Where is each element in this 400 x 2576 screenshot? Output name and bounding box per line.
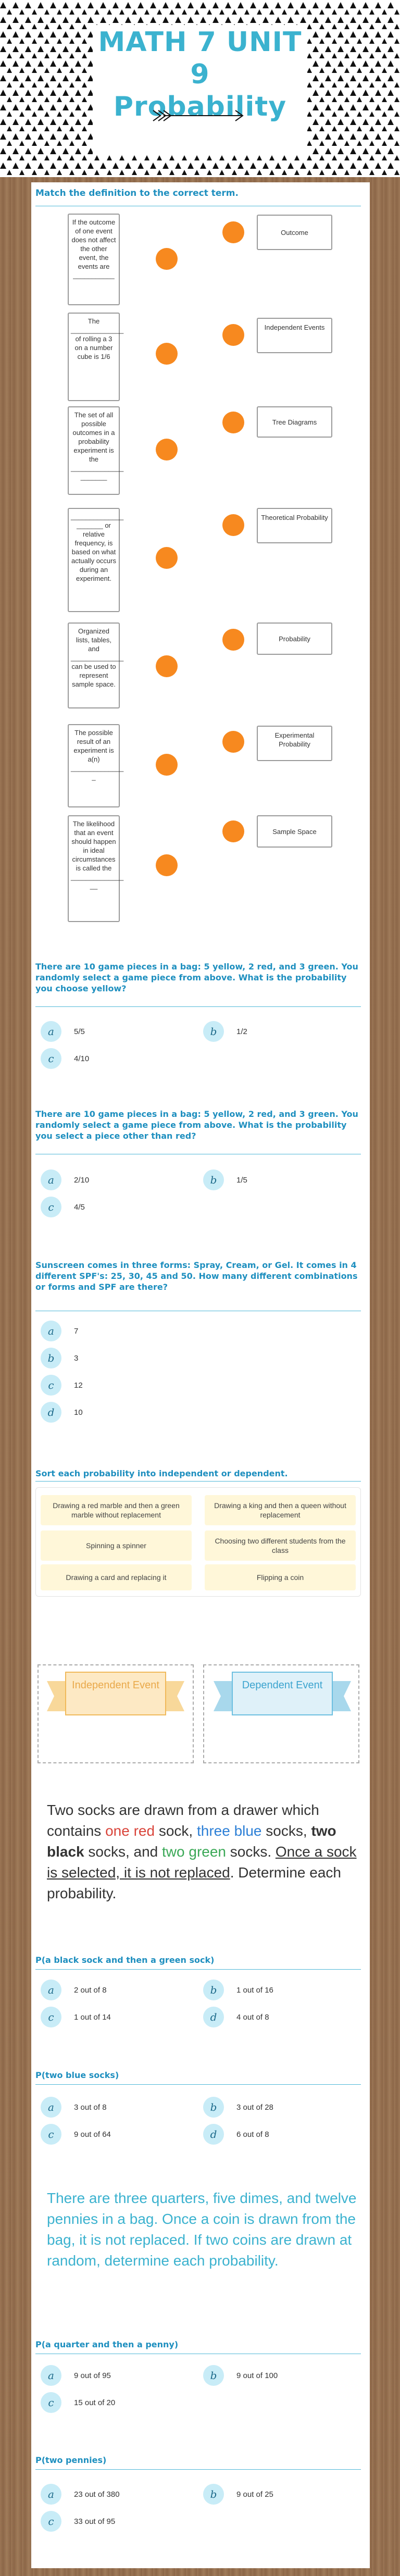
option-text: 4/5 bbox=[74, 1202, 85, 1212]
match-dot-right-1[interactable] bbox=[222, 221, 244, 243]
option-letter: d bbox=[41, 1402, 61, 1423]
q1-option-a[interactable] bbox=[41, 1021, 85, 1042]
option-text: 23 out of 380 bbox=[74, 2490, 120, 2499]
option-text: 1 out of 14 bbox=[74, 2012, 111, 2022]
q6-option-a[interactable] bbox=[41, 2365, 111, 2386]
option-letter: a bbox=[41, 2365, 61, 2386]
option-letter: d bbox=[203, 2007, 224, 2027]
option-text: 5/5 bbox=[74, 1027, 85, 1036]
q1-option-c[interactable] bbox=[41, 1048, 89, 1069]
option-letter: a bbox=[41, 1021, 61, 1042]
option-text: 3 out of 28 bbox=[236, 2102, 273, 2112]
arrow-icon bbox=[148, 107, 252, 125]
match-dot-right-2[interactable] bbox=[222, 324, 244, 346]
definition-card-5[interactable]: Organized lists, tables, and ______________ can be used to represent sample space. bbox=[68, 623, 120, 708]
q2-option-b[interactable] bbox=[203, 1169, 247, 1190]
term-card-sample-space[interactable]: Sample Space bbox=[257, 815, 332, 848]
text: socks, bbox=[261, 1823, 311, 1839]
match-dot-left-2[interactable] bbox=[156, 343, 178, 365]
match-dot-right-4[interactable] bbox=[222, 514, 244, 536]
option-letter: b bbox=[203, 2097, 224, 2118]
option-text: 1/5 bbox=[236, 1175, 247, 1185]
q7-option-c[interactable] bbox=[41, 2511, 115, 2532]
option-text: 9 out of 95 bbox=[74, 2371, 111, 2380]
sort-item-1[interactable]: Drawing a red marble and then a green marble without replacement bbox=[41, 1495, 192, 1525]
sort-item-5[interactable]: Drawing a card and replacing it bbox=[41, 1564, 192, 1590]
match-dot-left-7[interactable] bbox=[156, 854, 178, 876]
definition-card-3[interactable]: The set of all possible outcomes in a probability experiment is the ______________ _______ bbox=[68, 406, 120, 495]
term-card-independent-events[interactable]: Independent Events bbox=[257, 318, 332, 353]
definition-card-2[interactable]: The ______________ of rolling a 3 on a number cube is 1/6 bbox=[68, 313, 120, 401]
option-letter: d bbox=[203, 2124, 224, 2145]
option-letter: c bbox=[41, 2392, 61, 2413]
divider bbox=[35, 2084, 361, 2085]
option-letter: b bbox=[41, 1348, 61, 1368]
option-text: 1 out of 16 bbox=[236, 1985, 273, 1995]
dependent-ribbon bbox=[214, 1670, 351, 1718]
option-letter: c bbox=[41, 2007, 61, 2027]
q3-option-c[interactable] bbox=[41, 1375, 83, 1396]
sort-item-6[interactable]: Flipping a coin bbox=[205, 1564, 356, 1590]
option-letter: a bbox=[41, 2484, 61, 2505]
q3-option-d[interactable] bbox=[41, 1402, 83, 1423]
match-dot-right-6[interactable] bbox=[222, 731, 244, 753]
match-dot-left-4[interactable] bbox=[156, 547, 178, 569]
option-letter: a bbox=[41, 1169, 61, 1190]
underlined-text: Once a sock is selected, it is not replaced bbox=[47, 1844, 357, 1881]
q7-option-b[interactable] bbox=[203, 2484, 273, 2505]
option-letter: b bbox=[203, 1980, 224, 2000]
definition-card-7[interactable]: The likelihood that an event should happen in ideal circumstances is called the ______________ __ bbox=[68, 815, 120, 922]
divider bbox=[35, 1006, 361, 1007]
option-text: 33 out of 95 bbox=[74, 2517, 116, 2526]
black-text: two black bbox=[47, 1823, 336, 1860]
option-text: 3 bbox=[74, 1353, 79, 1363]
option-letter: b bbox=[203, 1169, 224, 1190]
red-text: one red bbox=[105, 1823, 155, 1839]
question-6-text: P(a quarter and then a penny) bbox=[35, 2339, 179, 2349]
text: . Determine each probability. bbox=[47, 1864, 341, 1901]
q6-option-c[interactable] bbox=[41, 2392, 115, 2413]
option-text: 3 out of 8 bbox=[74, 2102, 107, 2112]
term-card-theoretical-probability[interactable]: Theoretical Probability bbox=[257, 508, 332, 543]
option-letter: b bbox=[203, 1021, 224, 1042]
sort-title: Sort each probability into independent or dependent. bbox=[35, 1469, 288, 1478]
definition-card-1[interactable]: If the outcome of one event does not affect the other event, the events are ___________ bbox=[68, 214, 120, 305]
option-text: 10 bbox=[74, 1408, 83, 1417]
option-letter: c bbox=[41, 2511, 61, 2532]
option-letter: a bbox=[41, 1321, 61, 1341]
q4-option-d[interactable] bbox=[203, 2007, 269, 2027]
match-dot-right-5[interactable] bbox=[222, 629, 244, 651]
text: sock, bbox=[155, 1823, 197, 1839]
q3-option-b[interactable] bbox=[41, 1348, 78, 1368]
sort-item-4[interactable]: Choosing two different students from the class bbox=[205, 1530, 356, 1561]
green-text: two green bbox=[162, 1844, 226, 1860]
option-letter: b bbox=[203, 2365, 224, 2386]
socks-instructions bbox=[47, 1800, 359, 1904]
option-text: 4 out of 8 bbox=[236, 2012, 269, 2022]
q2-option-a[interactable] bbox=[41, 1169, 89, 1190]
option-text: 7 bbox=[74, 1326, 79, 1336]
option-text: 12 bbox=[74, 1380, 83, 1390]
text: Two socks are drawn from a drawer which contains bbox=[47, 1802, 319, 1839]
q5-option-a[interactable] bbox=[41, 2097, 107, 2118]
term-card-experimental-probability[interactable]: Experimental Probability bbox=[257, 726, 332, 761]
option-text: 15 out of 20 bbox=[74, 2398, 116, 2407]
option-text: 9 out of 25 bbox=[236, 2490, 273, 2499]
option-text: 9 out of 64 bbox=[74, 2130, 111, 2139]
question-2-text: There are 10 game pieces in a bag: 5 yellow, 2 red, and 3 green. You randomly select a game piece from above. What is the probability you select a piece other than red? bbox=[35, 1109, 358, 1141]
option-text: 6 out of 8 bbox=[236, 2130, 269, 2139]
question-5-text: P(two blue socks) bbox=[35, 2070, 119, 2080]
blue-text: three blue bbox=[196, 1823, 262, 1839]
option-text: 4/10 bbox=[74, 1054, 90, 1063]
q2-option-c[interactable] bbox=[41, 1197, 85, 1217]
q5-option-b[interactable] bbox=[203, 2097, 273, 2118]
divider bbox=[35, 1481, 361, 1482]
divider bbox=[35, 1969, 361, 1970]
question-4-text: P(a black sock and then a green sock) bbox=[35, 1955, 215, 1965]
question-3-text: Sunscreen comes in three forms: Spray, Cream, or Gel. It comes in 4 different SPF's: 25, 30, 45 and 50. How many different combinations or forms and SPF are there? bbox=[35, 1260, 358, 1292]
term-card-outcome[interactable]: Outcome bbox=[257, 215, 332, 250]
match-dot-right-3[interactable] bbox=[222, 412, 244, 433]
option-letter: c bbox=[41, 1197, 61, 1217]
text: socks. bbox=[226, 1844, 276, 1860]
coins-instructions: There are three quarters, five dimes, and twelve pennies in a bag. Once a coin is drawn from the bag, it is not replaced. If two coins are drawn at random, determine each probability. bbox=[47, 2190, 357, 2269]
match-dot-left-5[interactable] bbox=[156, 655, 178, 677]
match-dot-left-1[interactable] bbox=[156, 248, 178, 270]
option-letter: a bbox=[41, 2097, 61, 2118]
option-letter: c bbox=[41, 2124, 61, 2145]
definition-card-6[interactable]: The possible result of an experiment is a(n) ______________ _ bbox=[68, 724, 120, 807]
dependent-bin-label: Dependent Event bbox=[242, 1679, 323, 1691]
option-letter: c bbox=[41, 1375, 61, 1396]
divider bbox=[35, 2469, 361, 2470]
header-banner bbox=[0, 0, 400, 177]
q5-option-d[interactable] bbox=[203, 2124, 269, 2145]
q4-option-b[interactable] bbox=[203, 1980, 273, 2000]
option-letter: c bbox=[41, 1048, 61, 1069]
option-text: 2/10 bbox=[74, 1175, 90, 1185]
q6-option-b[interactable] bbox=[203, 2365, 278, 2386]
option-text: 9 out of 100 bbox=[236, 2371, 278, 2380]
option-letter: b bbox=[203, 2484, 224, 2505]
question-7-text: P(two pennies) bbox=[35, 2455, 107, 2465]
independent-ribbon bbox=[47, 1670, 184, 1718]
q7-option-a[interactable] bbox=[41, 2484, 120, 2505]
option-letter: a bbox=[41, 1980, 61, 2000]
option-text: 1/2 bbox=[236, 1027, 247, 1036]
sort-item-3[interactable]: Spinning a spinner bbox=[41, 1530, 192, 1561]
definition-card-4[interactable]: ______________ _______ or relative frequency, is based on what actually occurs during an experiment. bbox=[68, 508, 120, 612]
q5-option-c[interactable] bbox=[41, 2124, 111, 2145]
q3-option-a[interactable] bbox=[41, 1321, 78, 1341]
sort-item-2[interactable]: Drawing a king and then a queen without replacement bbox=[205, 1495, 356, 1525]
match-dot-left-3[interactable] bbox=[156, 439, 178, 461]
q1-option-b[interactable] bbox=[203, 1021, 247, 1042]
page-subtitle: Probability bbox=[113, 91, 287, 122]
q4-option-a[interactable] bbox=[41, 1980, 107, 2000]
page-title: MATH 7 UNIT 9 bbox=[98, 27, 302, 90]
match-dot-right-7[interactable] bbox=[222, 820, 244, 842]
independent-bin-label: Independent Event bbox=[72, 1679, 159, 1691]
match-dot-left-6[interactable] bbox=[156, 754, 178, 776]
option-text: 2 out of 8 bbox=[74, 1985, 107, 1995]
q4-option-c[interactable] bbox=[41, 2007, 111, 2027]
matching-title: Match the definition to the correct term. bbox=[35, 188, 239, 198]
term-card-probability[interactable]: Probability bbox=[257, 623, 332, 655]
text: socks, and bbox=[84, 1844, 162, 1860]
question-1-text: There are 10 game pieces in a bag: 5 yellow, 2 red, and 3 green. You randomly select a game piece from above. What is the probability you choose yellow? bbox=[35, 962, 358, 993]
term-card-tree-diagrams[interactable]: Tree Diagrams bbox=[257, 406, 332, 438]
